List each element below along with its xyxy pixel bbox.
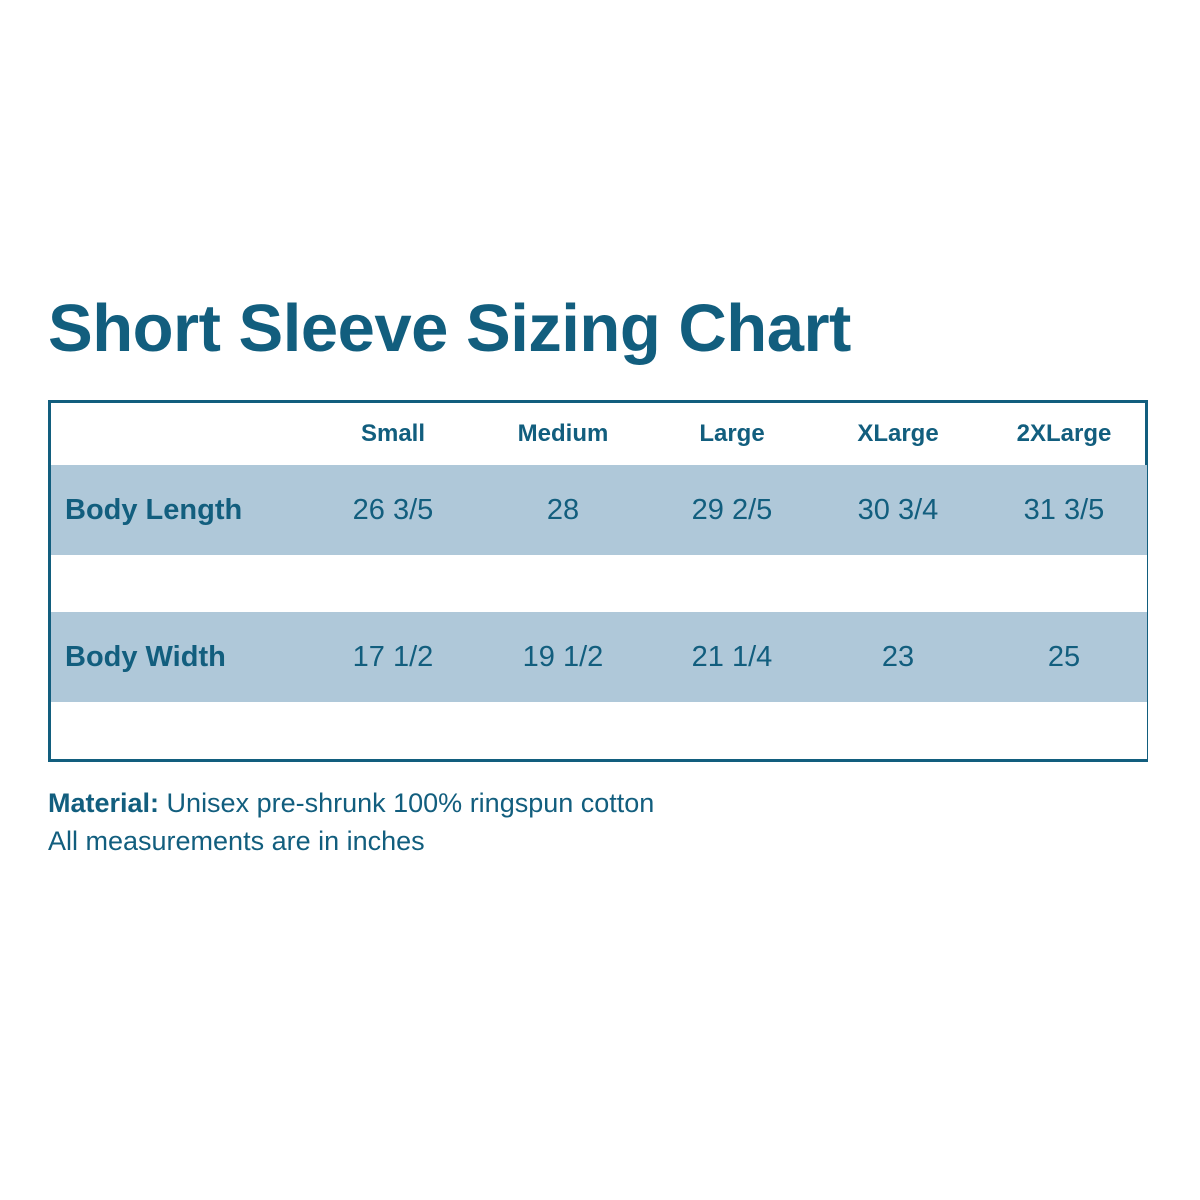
cell-body-length-large: 29 2/5 — [691, 493, 773, 526]
cell-body-length-medium: 28 — [546, 493, 580, 526]
material-line — [48, 784, 1153, 822]
table-row — [51, 612, 1147, 702]
cell-body-length-xlarge: 30 3/4 — [857, 493, 939, 526]
cell-body-width-small: 17 1/2 — [352, 640, 434, 673]
table-spacer-row — [51, 702, 1147, 759]
table-header-xlarge: XLarge — [857, 420, 939, 447]
table-header-small: Small — [360, 420, 426, 447]
sizing-table — [51, 403, 1147, 759]
cell-body-width-2xlarge: 25 — [1047, 640, 1081, 673]
cell-body-length-small: 26 3/5 — [352, 493, 434, 526]
cell-body-width-large: 21 1/4 — [691, 640, 773, 673]
table-header-row — [51, 403, 1147, 465]
sizing-table-container — [48, 400, 1148, 762]
row-label-body-length: Body Length — [65, 493, 243, 526]
footer-notes — [48, 784, 1153, 861]
row-label-body-width: Body Width — [65, 640, 226, 673]
material-value: Unisex pre-shrunk 100% ringspun cotton — [159, 788, 655, 818]
table-header-2xlarge: 2XLarge — [1016, 420, 1112, 447]
table-spacer-row — [51, 555, 1147, 612]
cell-body-length-2xlarge: 31 3/5 — [1023, 493, 1105, 526]
material-label: Material: — [48, 788, 160, 818]
table-header-medium: Medium — [517, 420, 609, 447]
table-header-corner — [51, 403, 309, 465]
cell-body-width-xlarge: 23 — [881, 640, 915, 673]
page-title: Short Sleeve Sizing Chart — [48, 291, 851, 366]
cell-body-width-medium: 19 1/2 — [522, 640, 604, 673]
table-row — [51, 465, 1147, 555]
table-header-large: Large — [699, 420, 765, 447]
measurement-note: All measurements are in inches — [48, 826, 425, 857]
chart-content — [48, 291, 1153, 861]
